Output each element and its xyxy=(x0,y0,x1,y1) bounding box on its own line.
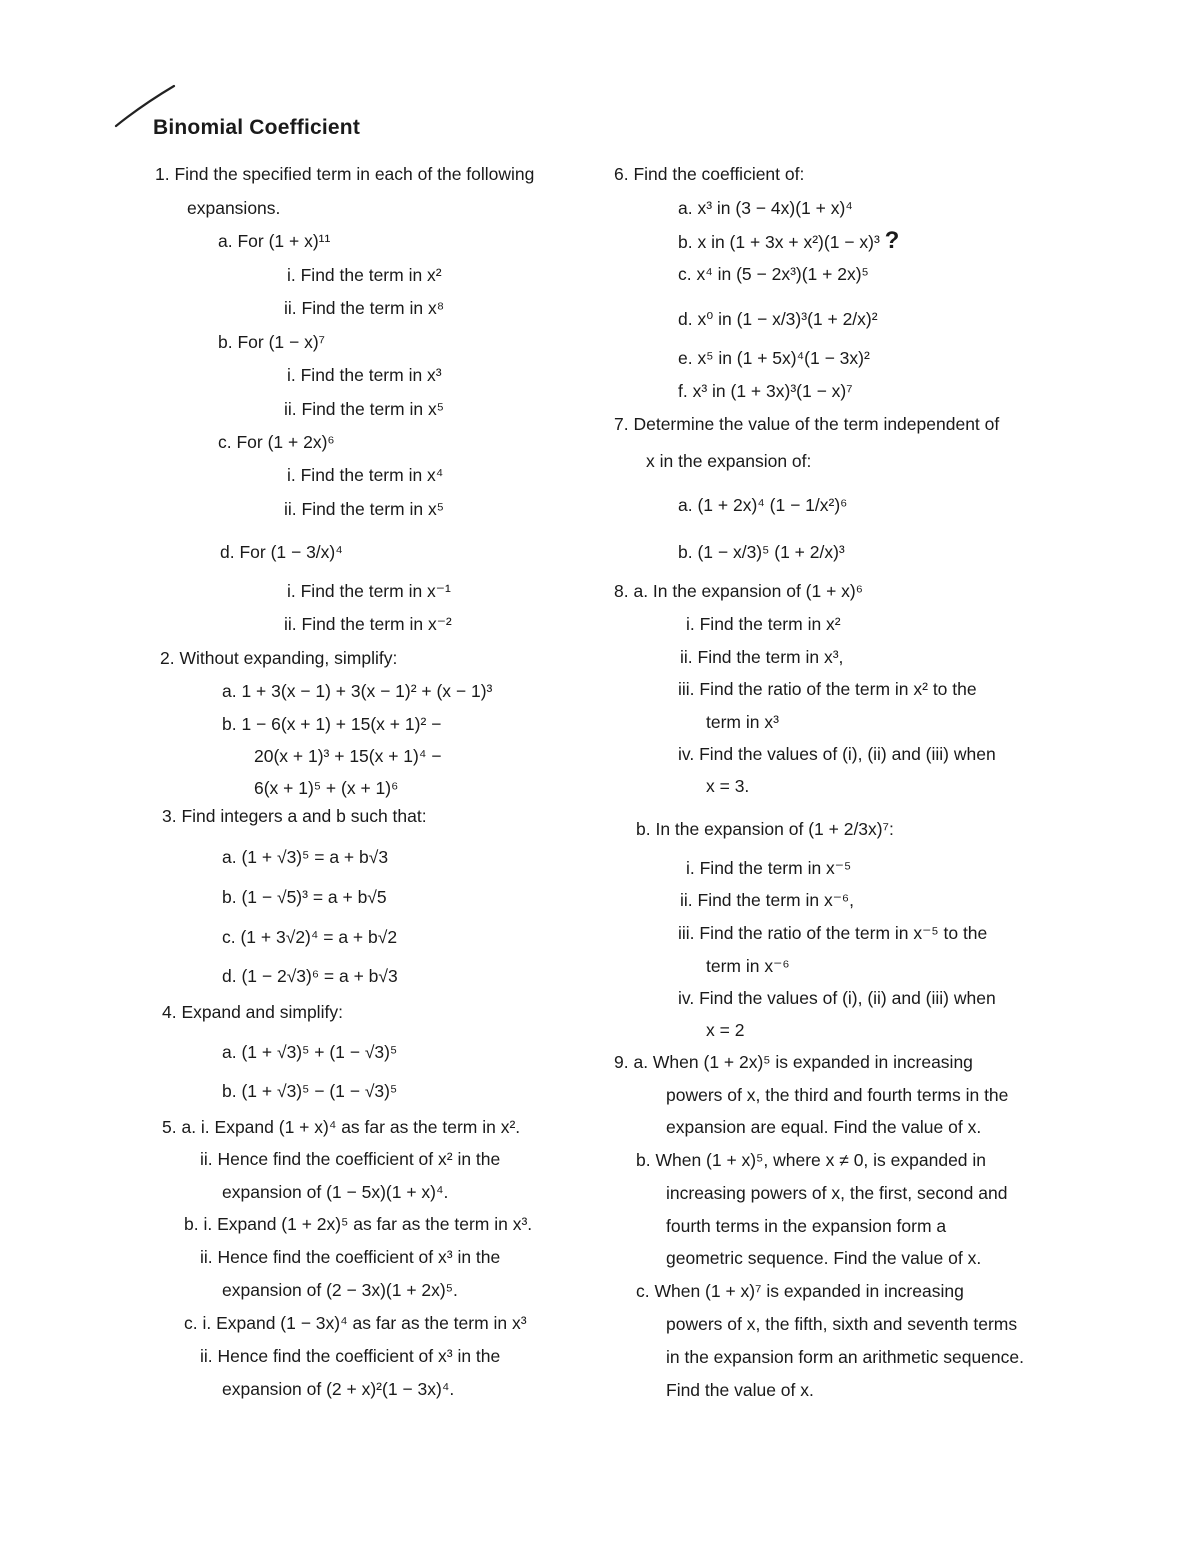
q9-c-line-3: in the expansion form an arithmetic sequence. xyxy=(666,1347,1024,1367)
q5-a-ii-line-1: ii. Hence find the coefficient of x² in the xyxy=(200,1149,501,1169)
q1-c-i: i. Find the term in x⁴ xyxy=(287,465,444,485)
q5-b-i: b. i. Expand (1 + 2x)⁵ as far as the term in x³. xyxy=(184,1214,533,1234)
q3-heading: 3. Find integers a and b such that: xyxy=(162,806,427,826)
q2-a: a. 1 + 3(x − 1) + 3(x − 1)² + (x − 1)³ xyxy=(222,681,493,701)
page-title: Binomial Coefficient xyxy=(153,116,361,139)
q2-b-line-1: b. 1 − 6(x + 1) + 15(x + 1)² − xyxy=(222,714,442,734)
q9-a-line-1: 9. a. When (1 + 2x)⁵ is expanded in increasing xyxy=(614,1052,973,1072)
q5-b-ii-line-1: ii. Hence find the coefficient of x³ in the xyxy=(200,1247,501,1267)
q6-a: a. x³ in (3 − 4x)(1 + x)⁴ xyxy=(678,198,853,218)
q1-d: d. For (1 − 3/x)⁴ xyxy=(220,542,343,562)
q6-f: f. x³ in (1 + 3x)³(1 − x)⁷ xyxy=(678,381,853,401)
q3-a: a. (1 + √3)⁵ = a + b√3 xyxy=(222,847,389,867)
q8-a: 8. a. In the expansion of (1 + x)⁶ xyxy=(614,581,863,601)
q9-b-line-2: increasing powers of x, the first, second and xyxy=(666,1183,1008,1203)
q8-b-iv-line-1: iv. Find the values of (i), (ii) and (iii) when xyxy=(678,988,996,1008)
q1-line-2: expansions. xyxy=(187,198,281,218)
q3-c: c. (1 + 3√2)⁴ = a + b√2 xyxy=(222,927,398,947)
q3-b: b. (1 − √5)³ = a + b√5 xyxy=(222,887,387,907)
q8-a-iii-line-2: term in x³ xyxy=(706,712,779,732)
q5-a-ii-line-2: expansion of (1 − 5x)(1 + x)⁴. xyxy=(222,1182,449,1202)
q8-a-i: i. Find the term in x² xyxy=(686,614,841,634)
q7-a: a. (1 + 2x)⁴ (1 − 1/x²)⁶ xyxy=(678,495,848,515)
q4-b: b. (1 + √3)⁵ − (1 − √3)⁵ xyxy=(222,1081,398,1101)
q8-b-iv-line-2: x = 2 xyxy=(706,1020,745,1040)
q5-a-i: 5. a. i. Expand (1 + x)⁴ as far as the term in x². xyxy=(162,1117,521,1137)
q8-a-iii-line-1: iii. Find the ratio of the term in x² to the xyxy=(678,679,977,699)
q8-b-i: i. Find the term in x⁻⁵ xyxy=(686,858,852,878)
q4-heading: 4. Expand and simplify: xyxy=(162,1002,343,1022)
question-mark-annotation: ? xyxy=(884,227,900,254)
q1-d-i: i. Find the term in x⁻¹ xyxy=(287,581,451,601)
q6-b-text: b. x in (1 + 3x + x²)(1 − x)³ xyxy=(678,232,880,252)
q5-c-ii-line-1: ii. Hence find the coefficient of x³ in the xyxy=(200,1346,501,1366)
q8-a-iv-line-1: iv. Find the values of (i), (ii) and (iii) when xyxy=(678,744,996,764)
q1-a-ii: ii. Find the term in x⁸ xyxy=(284,298,445,318)
q1-c: c. For (1 + 2x)⁶ xyxy=(218,432,335,452)
q3-d: d. (1 − 2√3)⁶ = a + b√3 xyxy=(222,966,398,986)
q1-a: a. For (1 + x)¹¹ xyxy=(218,231,331,251)
q8-b-iii-line-1: iii. Find the ratio of the term in x⁻⁵ to the xyxy=(678,923,988,943)
q8-b: b. In the expansion of (1 + 2/3x)⁷: xyxy=(636,819,894,839)
q9-b-line-1: b. When (1 + x)⁵, where x ≠ 0, is expanded in xyxy=(636,1150,987,1170)
q5-b-ii-line-2: expansion of (2 − 3x)(1 + 2x)⁵. xyxy=(222,1280,458,1300)
q9-a-line-2: powers of x, the third and fourth terms in the xyxy=(666,1085,1009,1105)
q1-b-ii: ii. Find the term in x⁵ xyxy=(284,399,444,419)
q8-b-iii-line-2: term in x⁻⁶ xyxy=(706,956,790,976)
q6-e: e. x⁵ in (1 + 5x)⁴(1 − 3x)² xyxy=(678,348,870,368)
q1-line-1: 1. Find the specified term in each of the following xyxy=(155,164,535,184)
q5-c-i: c. i. Expand (1 − 3x)⁴ as far as the term in x³ xyxy=(184,1313,527,1333)
q4-a: a. (1 + √3)⁵ + (1 − √3)⁵ xyxy=(222,1042,398,1062)
q6-c: c. x⁴ in (5 − 2x³)(1 + 2x)⁵ xyxy=(678,264,869,284)
q2-b-line-3: 6(x + 1)⁵ + (x + 1)⁶ xyxy=(254,778,399,798)
q1-a-i: i. Find the term in x² xyxy=(287,265,442,285)
q8-a-iv-line-2: x = 3. xyxy=(706,776,750,796)
q6-d: d. x⁰ in (1 − x/3)³(1 + 2/x)² xyxy=(678,309,878,329)
q7-b: b. (1 − x/3)⁵ (1 + 2/x)³ xyxy=(678,542,845,562)
q8-a-ii: ii. Find the term in x³, xyxy=(680,647,844,667)
q9-b-line-3: fourth terms in the expansion form a xyxy=(666,1216,947,1236)
q1-c-ii: ii. Find the term in x⁵ xyxy=(284,499,444,519)
q2-b-line-2: 20(x + 1)³ + 15(x + 1)⁴ − xyxy=(254,746,442,766)
q7-line-1: 7. Determine the value of the term independent of xyxy=(614,414,1000,434)
q8-b-ii: ii. Find the term in x⁻⁶, xyxy=(680,890,854,910)
q1-b-i: i. Find the term in x³ xyxy=(287,365,442,385)
q5-c-ii-line-2: expansion of (2 + x)²(1 − 3x)⁴. xyxy=(222,1379,455,1399)
q9-c-line-4: Find the value of x. xyxy=(666,1380,814,1400)
q9-c-line-1: c. When (1 + x)⁷ is expanded in increasing xyxy=(636,1281,964,1301)
q9-b-line-4: geometric sequence. Find the value of x. xyxy=(666,1248,982,1268)
q9-c-line-2: powers of x, the fifth, sixth and seventh terms xyxy=(666,1314,1018,1334)
q1-d-ii: ii. Find the term in x⁻² xyxy=(284,614,452,634)
q6-b xyxy=(678,229,899,254)
q7-line-2: x in the expansion of: xyxy=(646,451,812,471)
q2-heading: 2. Without expanding, simplify: xyxy=(160,648,398,668)
q1-b: b. For (1 − x)⁷ xyxy=(218,332,325,352)
q6-heading: 6. Find the coefficient of: xyxy=(614,164,805,184)
q9-a-line-3: expansion are equal. Find the value of x. xyxy=(666,1117,982,1137)
